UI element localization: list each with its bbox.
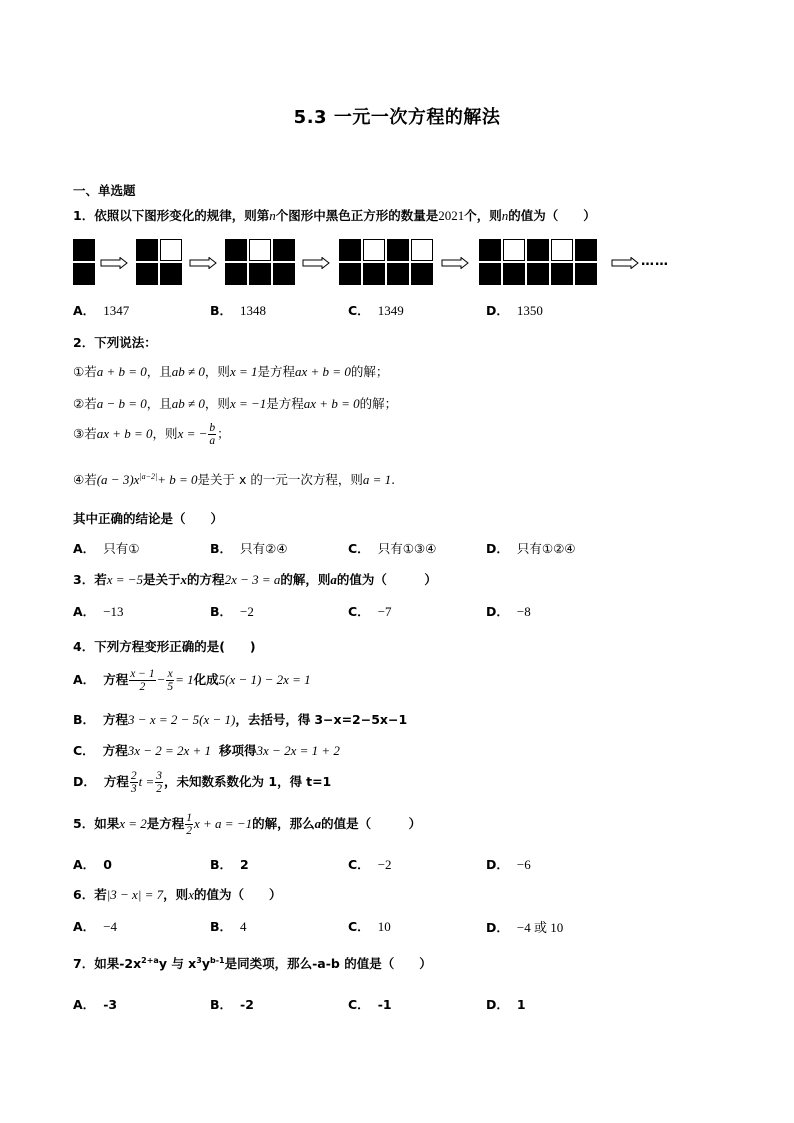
q2-option-d: D． 只有①②④	[486, 541, 576, 556]
black-square	[575, 263, 597, 285]
continuation-dots: ……	[641, 254, 669, 269]
question-7: 7．如果$-2x^{2+a}y$ 与 $x^3y^{b-1}$是同类项，那么-a-b 的值是（ ）	[73, 955, 432, 971]
question-3: 3．若x = −5是关于x的方程2x − 3 = a的解，则a的值为（ ）	[73, 572, 437, 587]
white-square	[249, 239, 271, 261]
fraction: $\frac{x - 1}{2}$	[130, 668, 155, 693]
q7-option-d: D． 1	[486, 997, 526, 1012]
black-square	[73, 239, 95, 261]
q3-option-a: A． −13	[73, 604, 124, 619]
fraction: $\frac{1}{2}$	[186, 812, 193, 837]
black-square	[479, 239, 501, 261]
q3-option-d: D． −8	[486, 604, 531, 619]
black-square	[479, 263, 501, 285]
q2-conclusion: 其中正确的结论是（ ）	[73, 511, 224, 526]
q3-option-c: C． −7	[348, 604, 392, 619]
square-pattern-figure	[73, 237, 673, 289]
arrow-right-icon	[302, 257, 330, 269]
white-square	[411, 239, 433, 261]
q1-text-b: 个图形中黑色正方形的数量是	[275, 208, 439, 223]
q1-option-d: D． 1350	[486, 303, 543, 318]
question-5: 5．如果x = 2是方程 $\frac{1}{2}$ x + a = −1的解，那么a的值是（ ）	[73, 812, 422, 837]
black-square	[225, 239, 247, 261]
q4-option-d: D． 方程 $\frac{2}{3}$ t = $\frac{3}{2}$ ，未知数系数化为 1，得 t=1	[73, 770, 332, 795]
fraction: $\frac{b}{a}$	[209, 422, 216, 447]
black-square	[273, 239, 295, 261]
q4-option-c: C． 方程3x − 2 = 2x + 1 移项得3x − 2x = 1 + 2	[73, 743, 340, 758]
section-heading: 一、单选题	[73, 183, 136, 198]
q2-option-c: C． 只有①③④	[348, 541, 437, 556]
q1-count: 2021	[438, 208, 465, 223]
fraction: $\frac{2}{3}$	[130, 770, 137, 795]
q6-option-a: A． −4	[73, 919, 118, 934]
white-square	[363, 239, 385, 261]
arrow-right-icon	[611, 257, 639, 269]
black-square	[339, 263, 361, 285]
black-square	[273, 263, 295, 285]
white-square	[503, 239, 525, 261]
question-6: 6．若|3 − x| = 7，则x的值为（ ）	[73, 887, 282, 902]
q1-text-d: 的值为（ ）	[508, 208, 596, 223]
q2-option-a: A． 只有①	[73, 541, 140, 556]
black-square	[387, 239, 409, 261]
q3-option-b: B． −2	[210, 604, 254, 619]
question-2-title: 2．下列说法：	[73, 335, 157, 350]
black-square	[136, 239, 158, 261]
black-square	[575, 239, 597, 261]
q1-text-c: 个，则	[464, 208, 502, 223]
q6-option-d: D． −4 或 10	[486, 920, 564, 935]
page-title: 5.3 一元一次方程的解法	[293, 107, 501, 128]
q5-option-b: B． 2	[210, 857, 249, 872]
q6-option-c: C． 10	[348, 919, 391, 934]
q7-option-b: B． -2	[210, 997, 254, 1012]
q5-option-c: C． −2	[348, 857, 392, 872]
arrow-right-icon	[441, 257, 469, 269]
black-square	[387, 263, 409, 285]
question-4-title: 4．下列方程变形正确的是( )	[73, 639, 256, 654]
q4-option-b: B． 方程3 − x = 2 − 5(x − 1)，去括号，得 3−x=2−5x−1	[73, 712, 408, 727]
black-square	[249, 263, 271, 285]
q2-option-b: B． 只有②④	[210, 541, 288, 556]
black-square	[225, 263, 247, 285]
q2-statement-1: ①若a + b = 0，且ab ≠ 0，则x = 1是方程ax + b = 0的解；	[73, 364, 389, 379]
q2-statement-2: ②若a − b = 0，且ab ≠ 0，则x = −1是方程ax + b = 0的解；	[73, 396, 398, 411]
q7-option-c: C． -1	[348, 997, 392, 1012]
q2-statement-3: ③若ax + b = 0，则x = − $\frac{b}{a}$ ；	[73, 422, 230, 447]
q2-statement-4: ④若$(a - 3)x^{|a-2|}+ b = 0$是关于 x 的一元一次方程，则a = 1.	[73, 471, 396, 487]
white-square	[160, 239, 182, 261]
q6-option-b: B． 4	[210, 919, 247, 934]
arrow-right-icon	[189, 257, 217, 269]
q1-option-c: C． 1349	[348, 303, 404, 318]
black-square	[363, 263, 385, 285]
q1-var-n: n	[269, 208, 276, 223]
black-square	[73, 263, 95, 285]
q1-option-a: A． 1347	[73, 303, 130, 318]
q1-text-a: 1．依照以下图形变化的规律，则第	[73, 208, 270, 223]
fraction: $\frac{3}{2}$	[156, 770, 163, 795]
q1-option-b: B． 1348	[210, 303, 267, 318]
black-square	[551, 263, 573, 285]
black-square	[136, 263, 158, 285]
arrow-right-icon	[100, 257, 128, 269]
fraction: $\frac{x}{5}$	[167, 668, 174, 693]
q4-option-a: A． 方程 $\frac{x - 1}{2}$ − $\frac{x}{5}$ = 1化成5(x − 1) − 2x = 1	[73, 668, 311, 693]
black-square	[527, 239, 549, 261]
black-square	[411, 263, 433, 285]
black-square	[503, 263, 525, 285]
q5-option-d: D． −6	[486, 857, 531, 872]
black-square	[160, 263, 182, 285]
black-square	[527, 263, 549, 285]
q5-option-a: A． 0	[73, 857, 112, 872]
q7-option-a: A． -3	[73, 997, 118, 1012]
q1-var-n-2: n	[501, 208, 509, 223]
question-1	[73, 206, 596, 224]
black-square	[339, 239, 361, 261]
white-square	[551, 239, 573, 261]
